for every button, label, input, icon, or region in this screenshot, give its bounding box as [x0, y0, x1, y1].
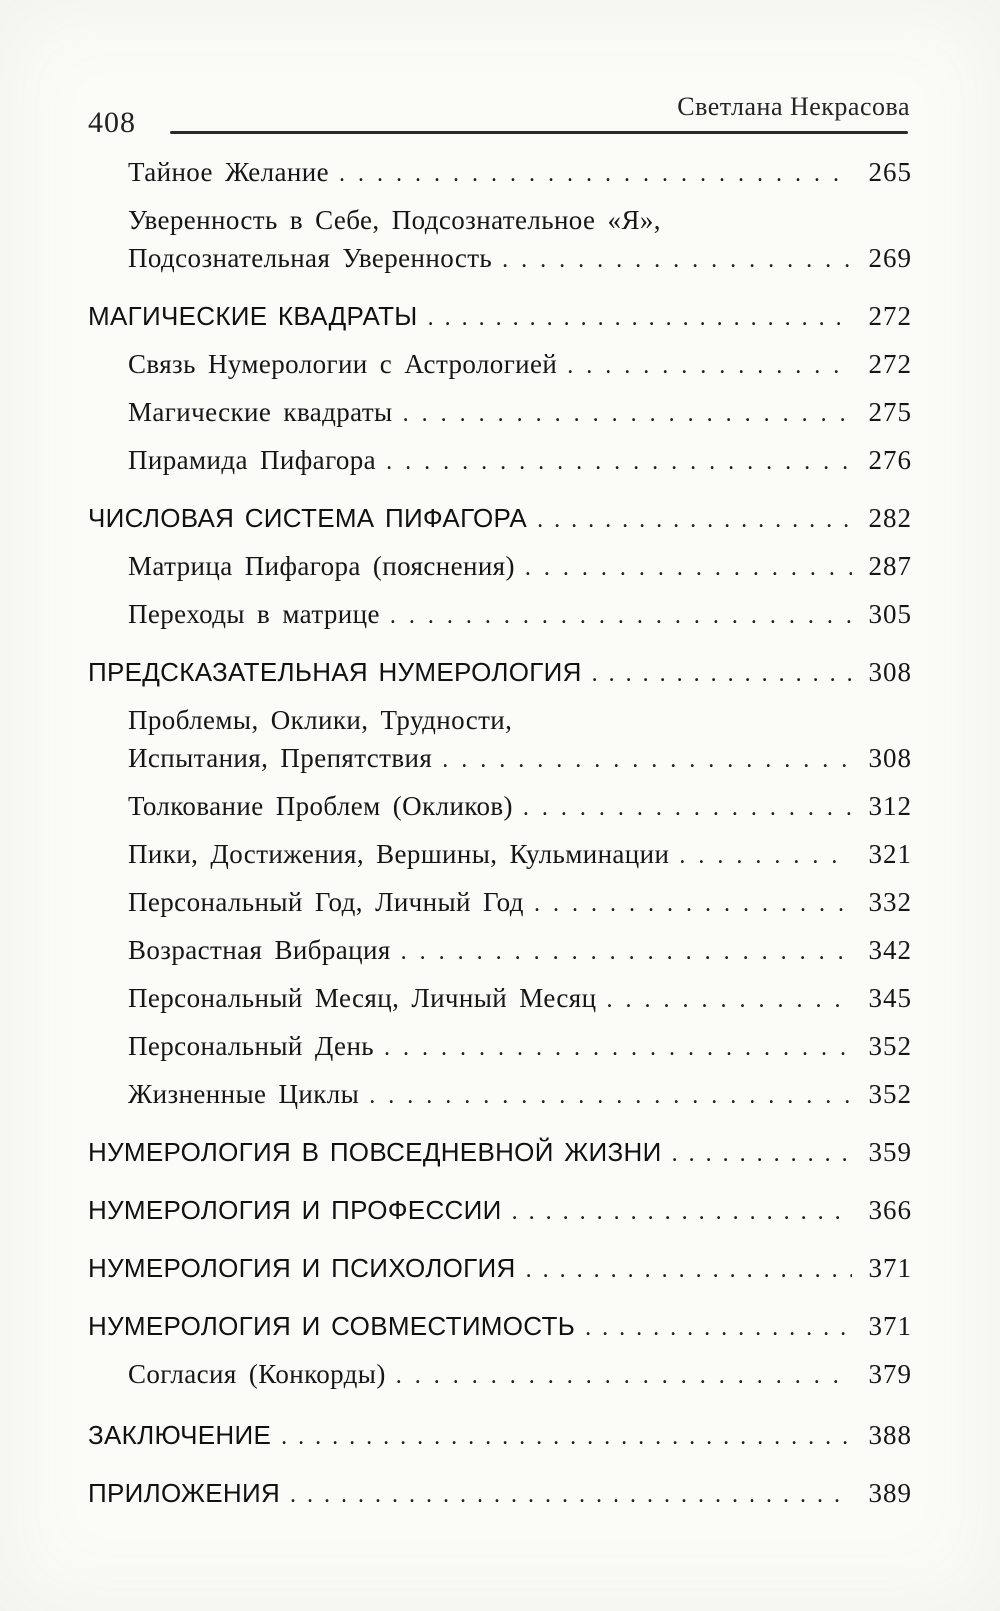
toc-entry-page: 282 — [868, 503, 912, 533]
toc-entry-page: 352 — [868, 1079, 912, 1109]
toc-entry-page: 371 — [868, 1253, 912, 1283]
toc-chapter-entry — [88, 1194, 912, 1229]
toc-entry-page: 389 — [868, 1478, 912, 1508]
toc-entry-title: Уверенность в Себе, Подсознательное «Я», — [128, 205, 661, 235]
dot-leader — [672, 1136, 852, 1171]
toc-chapter-entry — [88, 1477, 912, 1512]
toc-entry — [88, 934, 912, 969]
toc-entry-page: 359 — [868, 1137, 912, 1167]
toc-entry — [88, 1078, 912, 1113]
toc-entry — [88, 598, 912, 633]
toc-entry-title: Переходы в матрице — [128, 599, 380, 629]
toc-entry-page: 272 — [868, 349, 912, 379]
dot-leader — [537, 502, 852, 537]
toc-chapter-entry — [88, 1310, 912, 1345]
toc-entry — [88, 242, 912, 277]
toc-entry-title: ПРИЛОЖЕНИЯ — [88, 1478, 281, 1508]
dot-leader — [290, 1477, 852, 1512]
toc-chapter-entry — [88, 1136, 912, 1171]
toc-entry-title: ЗАКЛЮЧЕНИЕ — [88, 1420, 272, 1450]
toc-entry-title: МАГИЧЕСКИЕ КВАДРАТЫ — [88, 301, 418, 331]
toc-entry — [88, 742, 912, 777]
toc-entry-page: 379 — [868, 1359, 912, 1389]
dot-leader — [679, 838, 852, 873]
toc-entry-page: 345 — [868, 983, 912, 1013]
toc-entry-title: Персональный День — [128, 1031, 375, 1061]
running-header — [88, 92, 912, 139]
toc-entry — [88, 550, 912, 585]
toc-entry-title: НУМЕРОЛОГИЯ И ПСИХОЛОГИЯ — [88, 1253, 516, 1283]
toc-entry-page: 312 — [868, 791, 912, 821]
dot-leader — [396, 1358, 852, 1393]
toc-entry — [88, 156, 912, 191]
toc-entry — [88, 1030, 912, 1065]
dot-leader — [523, 790, 852, 825]
toc-entry-title: Магические квадраты — [128, 397, 393, 427]
toc-entry-title: Согласия (Конкорды) — [128, 1359, 386, 1389]
page-number: 408 — [88, 106, 136, 139]
table-of-contents — [88, 156, 912, 1512]
dot-leader — [585, 1310, 852, 1345]
toc-chapter-entry — [88, 656, 912, 691]
toc-entry-page: 332 — [868, 887, 912, 917]
dot-leader — [428, 300, 852, 335]
toc-entry-page: 321 — [868, 839, 912, 869]
dot-leader — [339, 156, 852, 191]
dot-leader — [384, 1030, 852, 1065]
dot-leader — [401, 934, 852, 969]
toc-entry-title: НУМЕРОЛОГИЯ В ПОВСЕДНЕВНОЙ ЖИЗНИ — [88, 1137, 662, 1167]
dot-leader — [403, 396, 852, 431]
toc-entry — [88, 838, 912, 873]
toc-entry-title: Пирамида Пифагора — [128, 445, 377, 475]
toc-entry-page: 276 — [868, 445, 912, 475]
toc-entry — [88, 444, 912, 479]
toc-entry-title: Толкование Проблем (Окликов) — [128, 791, 513, 821]
toc-entry-title: НУМЕРОЛОГИЯ И ПРОФЕССИИ — [88, 1195, 502, 1225]
toc-entry-page: 305 — [868, 599, 912, 629]
toc-entry-title: Жизненные Циклы — [128, 1079, 360, 1109]
toc-entry — [88, 704, 912, 737]
toc-entry-title: Персональный Год, Личный Год — [128, 887, 524, 917]
dot-leader — [390, 598, 852, 633]
dot-leader — [442, 742, 852, 777]
toc-entry — [88, 1358, 912, 1393]
toc-entry-title: Испытания, Препятствия — [128, 743, 433, 773]
toc-entry-title: Проблемы, Оклики, Трудности, — [128, 705, 513, 735]
dot-leader — [606, 982, 852, 1017]
running-head-author: Светлана Некрасова — [677, 92, 910, 121]
toc-entry-title: Связь Нумерологии с Астрологией — [128, 349, 558, 379]
toc-entry-title: Подсознательная Уверенность — [128, 243, 493, 273]
toc-entry — [88, 396, 912, 431]
toc-entry-page: 308 — [868, 657, 912, 687]
toc-entry-page: 342 — [868, 935, 912, 965]
toc-entry-title: Матрица Пифагора (пояснения) — [128, 551, 515, 581]
header-rule — [170, 131, 908, 134]
dot-leader — [502, 242, 852, 277]
toc-chapter-entry — [88, 502, 912, 537]
toc-entry — [88, 886, 912, 921]
toc-entry — [88, 348, 912, 383]
dot-leader — [386, 444, 852, 479]
toc-chapter-entry — [88, 1252, 912, 1287]
toc-entry-title: Персональный Месяц, Личный Месяц — [128, 983, 597, 1013]
dot-leader — [525, 550, 852, 585]
dot-leader — [369, 1078, 852, 1113]
toc-chapter-entry — [88, 1419, 912, 1454]
dot-leader — [281, 1419, 852, 1454]
toc-entry-page: 388 — [868, 1420, 912, 1450]
toc-entry-page: 308 — [868, 743, 912, 773]
toc-entry-page: 269 — [868, 243, 912, 273]
dot-leader — [567, 348, 852, 383]
toc-entry-title: ЧИСЛОВАЯ СИСТЕМА ПИФАГОРА — [88, 503, 528, 533]
toc-entry — [88, 982, 912, 1017]
toc-entry-title: Тайное Желание — [128, 157, 330, 187]
toc-entry-page: 287 — [868, 551, 912, 581]
toc-entry — [88, 790, 912, 825]
toc-entry — [88, 204, 912, 237]
toc-entry-title: Возрастная Вибрация — [128, 935, 391, 965]
toc-entry-page: 371 — [868, 1311, 912, 1341]
dot-leader — [534, 886, 852, 921]
toc-chapter-entry — [88, 300, 912, 335]
toc-entry-page: 272 — [868, 301, 912, 331]
toc-entry-page: 366 — [868, 1195, 912, 1225]
toc-entry-page: 265 — [868, 157, 912, 187]
dot-leader — [592, 656, 852, 691]
toc-entry-title: ПРЕДСКАЗАТЕЛЬНАЯ НУМЕРОЛОГИЯ — [88, 657, 582, 687]
toc-entry-title: НУМЕРОЛОГИЯ И СОВМЕСТИМОСТЬ — [88, 1311, 576, 1341]
toc-entry-page: 275 — [868, 397, 912, 427]
dot-leader — [512, 1194, 852, 1229]
toc-entry-page: 352 — [868, 1031, 912, 1061]
dot-leader — [526, 1252, 852, 1287]
toc-entry-title: Пики, Достижения, Вершины, Кульминации — [128, 839, 670, 869]
